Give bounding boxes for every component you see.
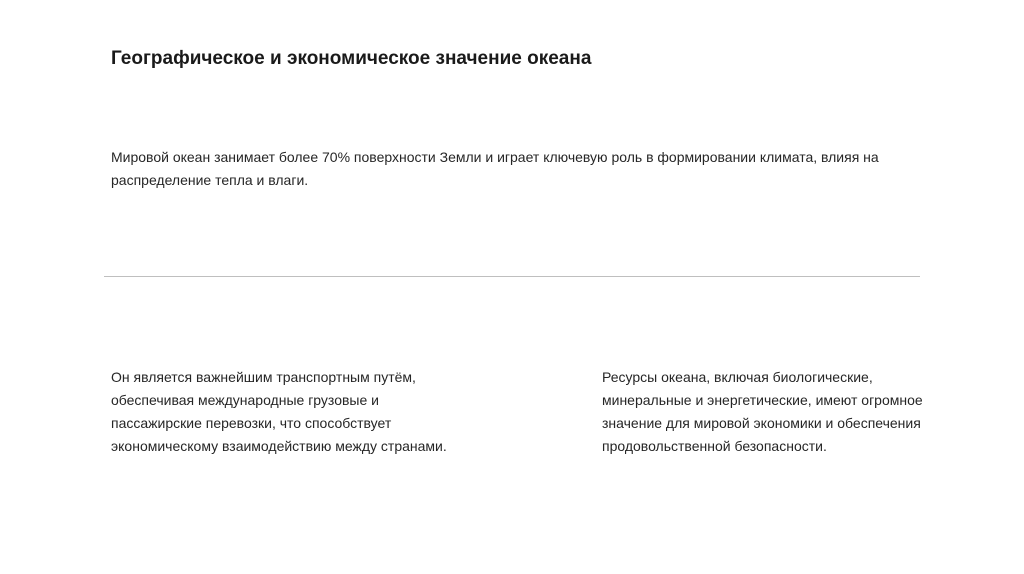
slide-title: Географическое и экономическое значение океана <box>111 48 592 69</box>
intro-paragraph: Мировой океан занимает более 70% поверхности Земли и играет ключевую роль в формировании климата, влияя на распределение тепла и влаги. <box>111 149 879 188</box>
horizontal-divider <box>104 276 920 277</box>
right-column-text: Ресурсы океана, включая биологические, минеральные и энергетические, имеют огромное значение для мировой экономики и обеспечения продовольственной безопасности. <box>602 369 923 454</box>
left-column-text: Он является важнейшим транспортным путём, обеспечивая международные грузовые и пассажирские перевозки, что способствует экономическому взаимодействию между странами. <box>111 369 447 454</box>
